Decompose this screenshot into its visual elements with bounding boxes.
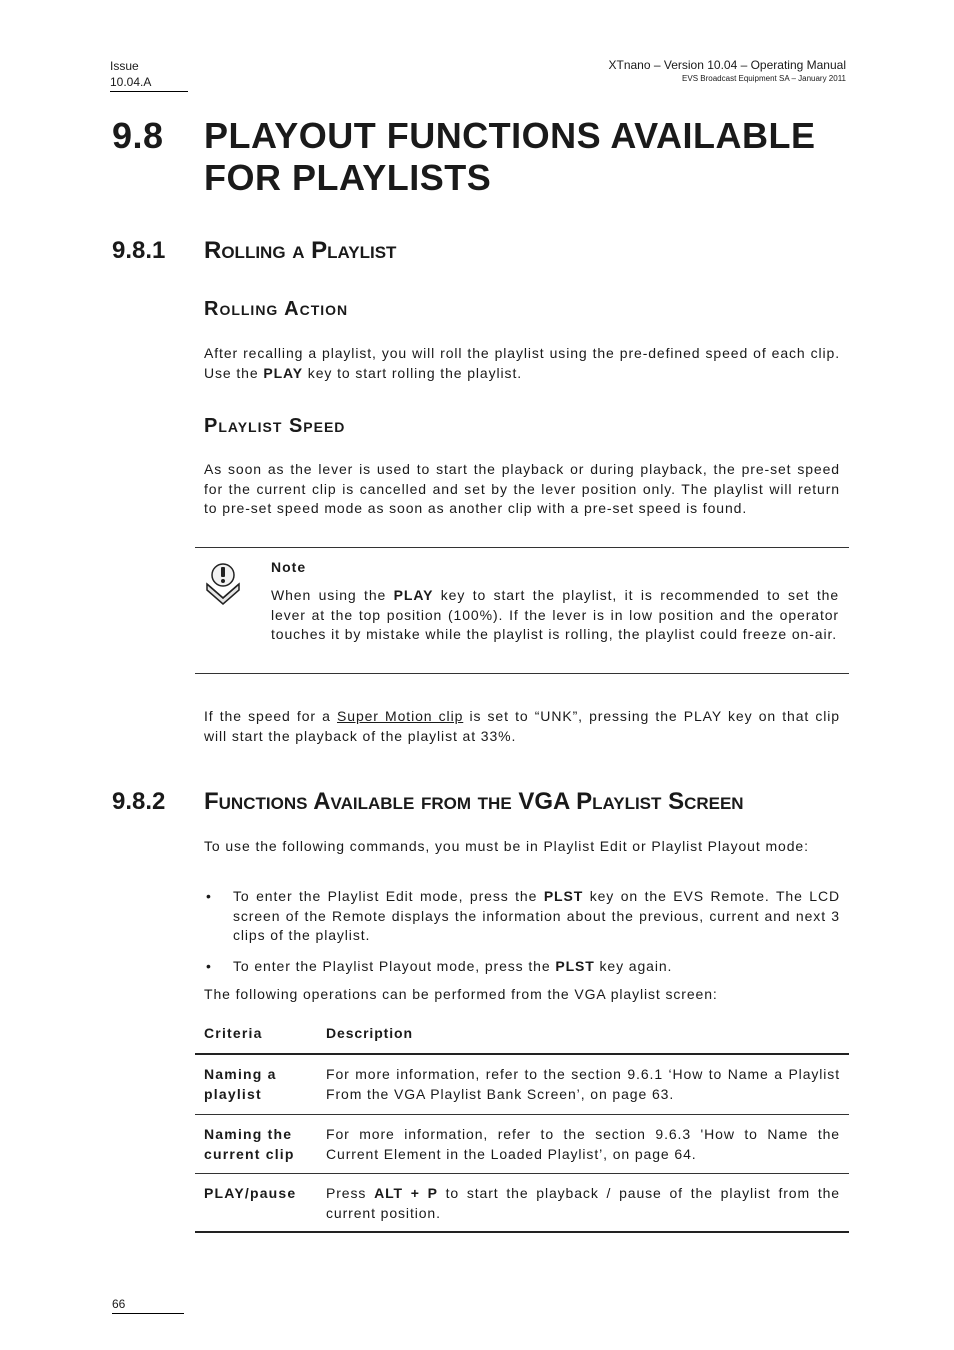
criteria-cell: PLAY/pause — [204, 1185, 297, 1201]
operations-table — [195, 1017, 849, 1233]
publisher-line: EVS Broadcast Equipment SA – January 2011 — [682, 74, 846, 83]
bullet-icon: • — [206, 888, 212, 904]
subsection-number: 9.8.2 — [112, 788, 166, 815]
list-item: • To enter the Playlist Edit mode, press the PLST key on the EVS Remote. The LCD screen of the Remote displays the information about the previous, current and next 3 clips of the playlist. — [206, 888, 840, 943]
issue-label: Issue — [110, 59, 139, 73]
key-play: PLAY — [263, 364, 303, 381]
column-header-criteria: Criteria — [204, 1025, 263, 1041]
column-header-description: Description — [326, 1025, 413, 1041]
note-warning-icon — [203, 560, 243, 606]
subsection-title: Rolling a Playlist — [204, 237, 397, 264]
description-cell: Press ALT + P to start the playback / pause of the playlist from the current position. — [326, 1185, 840, 1221]
subsection-heading-functions — [112, 788, 744, 816]
note-text: When using the PLAY key to start the playlist, it is recommended to set the lever at the top position (100%). If the lever is in low position and the operator touches it by mistake while the playlist is rolling, the playlist could freeze on-air. — [271, 587, 840, 642]
heading-playlist-speed: Playlist Speed — [204, 415, 346, 437]
description-cell: For more information, refer to the section 9.6.3 'How to Name the Current Element in the Loaded Playlist’, on page 64. — [326, 1126, 840, 1162]
section-heading — [112, 115, 852, 199]
list-item: • To enter the Playlist Playout mode, press the PLST key again. — [204, 957, 840, 977]
table-row — [195, 1115, 849, 1174]
description-cell: For more information, refer to the section 9.6.1 ‘How to Name a Playlist From the VGA Playlist Bank Screen’, on page 63. — [326, 1066, 840, 1102]
note-title: Note — [271, 559, 307, 575]
key-alt-p: ALT + P — [374, 1185, 438, 1201]
paragraph-intro: To use the following commands, you must be in Playlist Edit or Playlist Playout mode: — [204, 838, 809, 854]
note-box — [195, 547, 849, 674]
heading-rolling-action: Rolling Action — [204, 298, 349, 320]
page-number: 66 — [112, 1296, 184, 1314]
criteria-cell: Naming a playlist — [204, 1066, 277, 1102]
key-plst: PLST — [555, 957, 595, 974]
bullet-icon: • — [206, 957, 212, 974]
key-plst: PLST — [543, 888, 584, 904]
paragraph-playlist-speed: As soon as the lever is used to start the playback or during playback, the pre-set speed for the current clip is cancelled and set by the lever position only. The playlist will return to pre-set speed mode as soon as another clip with a pre-set speed is found. — [204, 461, 840, 516]
table-row — [195, 1174, 849, 1233]
paragraph-rolling-action: After recalling a playlist, you will roll the playlist using the pre-defined speed of each clip. Use the PLAY key to start rolling the playlist. — [204, 345, 840, 381]
super-motion-link[interactable]: Super Motion clip — [337, 708, 464, 724]
table-header-row — [195, 1017, 849, 1055]
issue-block — [110, 58, 188, 92]
paragraph-super-motion: If the speed for a Super Motion clip is set to “UNK”, pressing the PLAY key on that clip will start the playback of the playlist at 33%. — [204, 708, 840, 744]
subsection-title: Functions Available from the VGA Playlist Screen — [204, 788, 744, 815]
section-title: PLAYOUT FUNCTIONS AVAILABLE FOR PLAYLISTS — [204, 115, 816, 198]
subsection-number: 9.8.1 — [112, 237, 166, 264]
key-play: PLAY — [393, 587, 434, 603]
table-row — [195, 1055, 849, 1115]
paragraph-operations: The following operations can be performed from the VGA playlist screen: — [204, 986, 718, 1002]
subsection-heading-rolling — [112, 237, 396, 265]
issue-number: 10.04.A — [110, 75, 152, 89]
section-number: 9.8 — [112, 115, 164, 156]
bullet-list — [204, 887, 840, 976]
criteria-cell: Naming the current clip — [204, 1126, 295, 1162]
manual-title: XTnano – Version 10.04 – Operating Manual — [608, 58, 846, 72]
document-header — [609, 58, 847, 84]
